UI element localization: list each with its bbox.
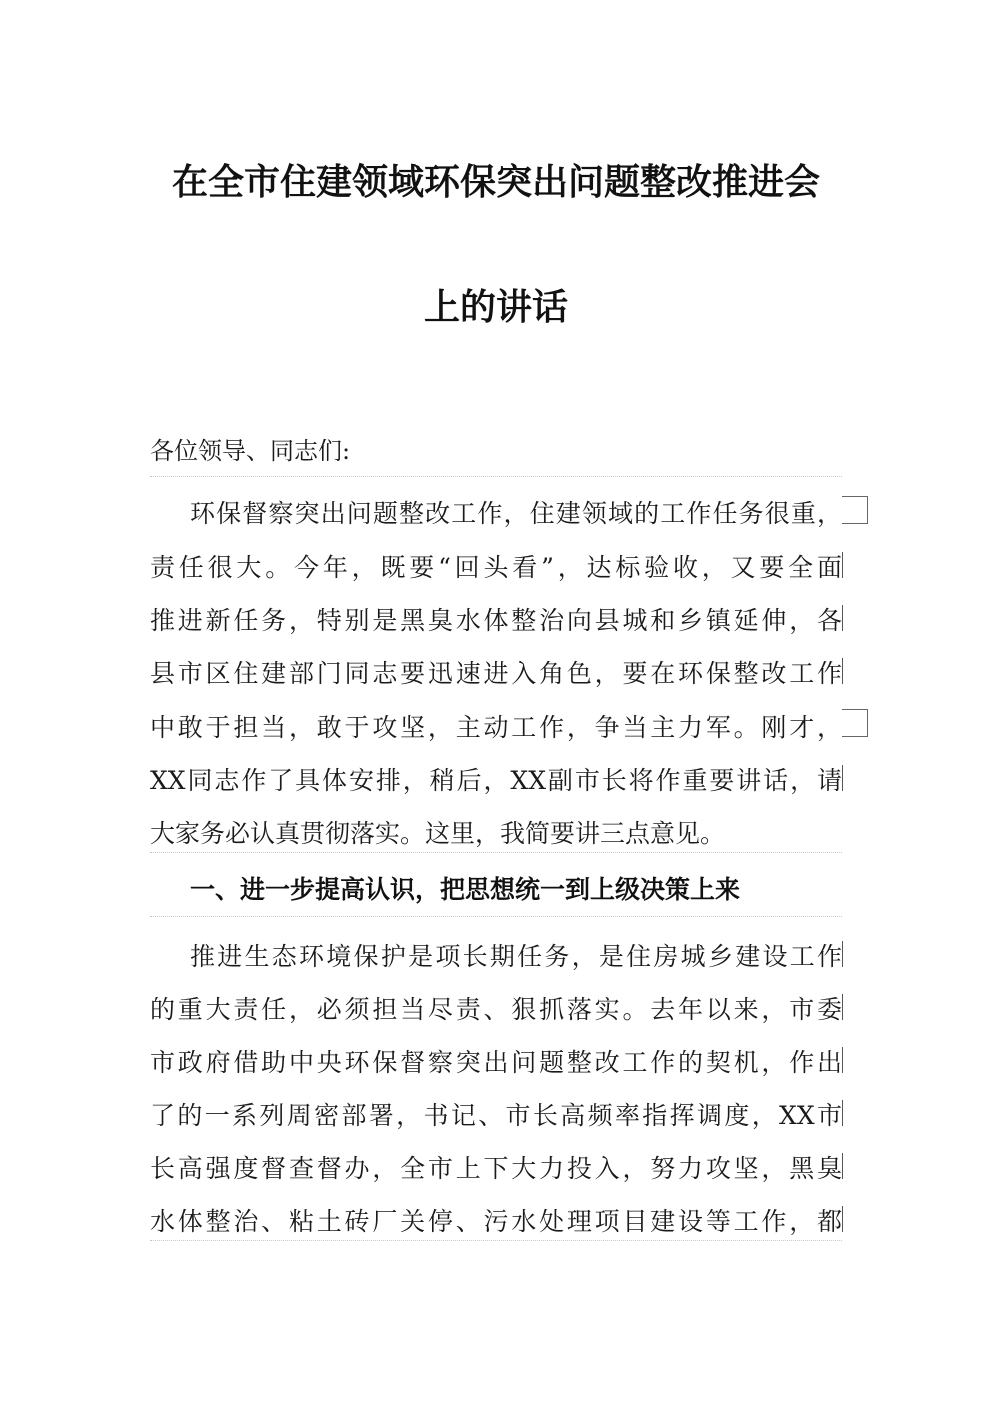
paragraph1-line: 责任很大。今年，既要“回头看”，达标验收，又要全面 — [150, 553, 842, 582]
paragraph-divider — [150, 916, 842, 917]
margin-marker-box — [842, 496, 868, 524]
paragraph1-line: 大家务必认真贯彻落实。这里，我简要讲三点意见。 — [150, 819, 726, 848]
margin-marker — [842, 941, 843, 967]
margin-marker — [842, 1047, 843, 1073]
paragraph2-line: 水体整治、粘土砖厂关停、污水处理项目建设等工作，都 — [150, 1207, 842, 1236]
paragraph2-line: 的重大责任，必须担当尽责、狠抓落实。去年以来，市委 — [150, 995, 842, 1024]
margin-marker — [842, 1206, 843, 1232]
document-title-line-2: 上的讲话 — [423, 286, 568, 328]
margin-marker — [842, 658, 843, 684]
paragraph1-line: XX同志作了具体安排，稍后，XX副市长将作重要讲话，请 — [150, 766, 842, 795]
paragraph1-line: 县市区住建部门同志要迅速进入角色，要在环保整改工作 — [150, 659, 842, 688]
paragraph2-line: 推进生态环境保护是项长期任务，是住房城乡建设工作 — [190, 942, 842, 971]
margin-marker — [842, 765, 843, 791]
paragraph-divider — [150, 1240, 842, 1241]
paragraph-divider — [150, 852, 842, 853]
paragraph2-line: 市政府借助中央环保督察突出问题整改工作的契机，作出 — [150, 1048, 842, 1077]
margin-marker — [842, 994, 843, 1020]
document-title-line-1: 在全市住建领域环保突出问题整改推进会 — [171, 161, 820, 203]
paragraph2-line: 了的一系列周密部署，书记、市长高频率指挥调度，XX市 — [150, 1101, 842, 1130]
paragraph2-line: 长高强度督查督办，全市上下大力投入，努力攻坚，黑臭 — [150, 1154, 842, 1183]
greeting: 各位领导、同志们: — [150, 437, 351, 465]
margin-marker — [842, 1100, 843, 1126]
margin-marker-box — [842, 709, 868, 737]
paragraph1-line: 推进新任务，特别是黑臭水体整治向县城和乡镇延伸，各 — [150, 606, 842, 635]
margin-marker — [842, 552, 843, 578]
paragraph1-line: 环保督察突出问题整改工作，住建领域的工作任务很重， — [190, 499, 842, 528]
paragraph1-line: 中敢于担当，敢于攻坚，主动工作，争当主力军。刚才， — [150, 713, 842, 742]
section-heading: 一、进一步提高认识，把思想统一到上级决策上来 — [190, 875, 741, 904]
margin-marker — [842, 1153, 843, 1179]
paragraph-divider — [150, 476, 842, 477]
margin-marker — [842, 605, 843, 631]
